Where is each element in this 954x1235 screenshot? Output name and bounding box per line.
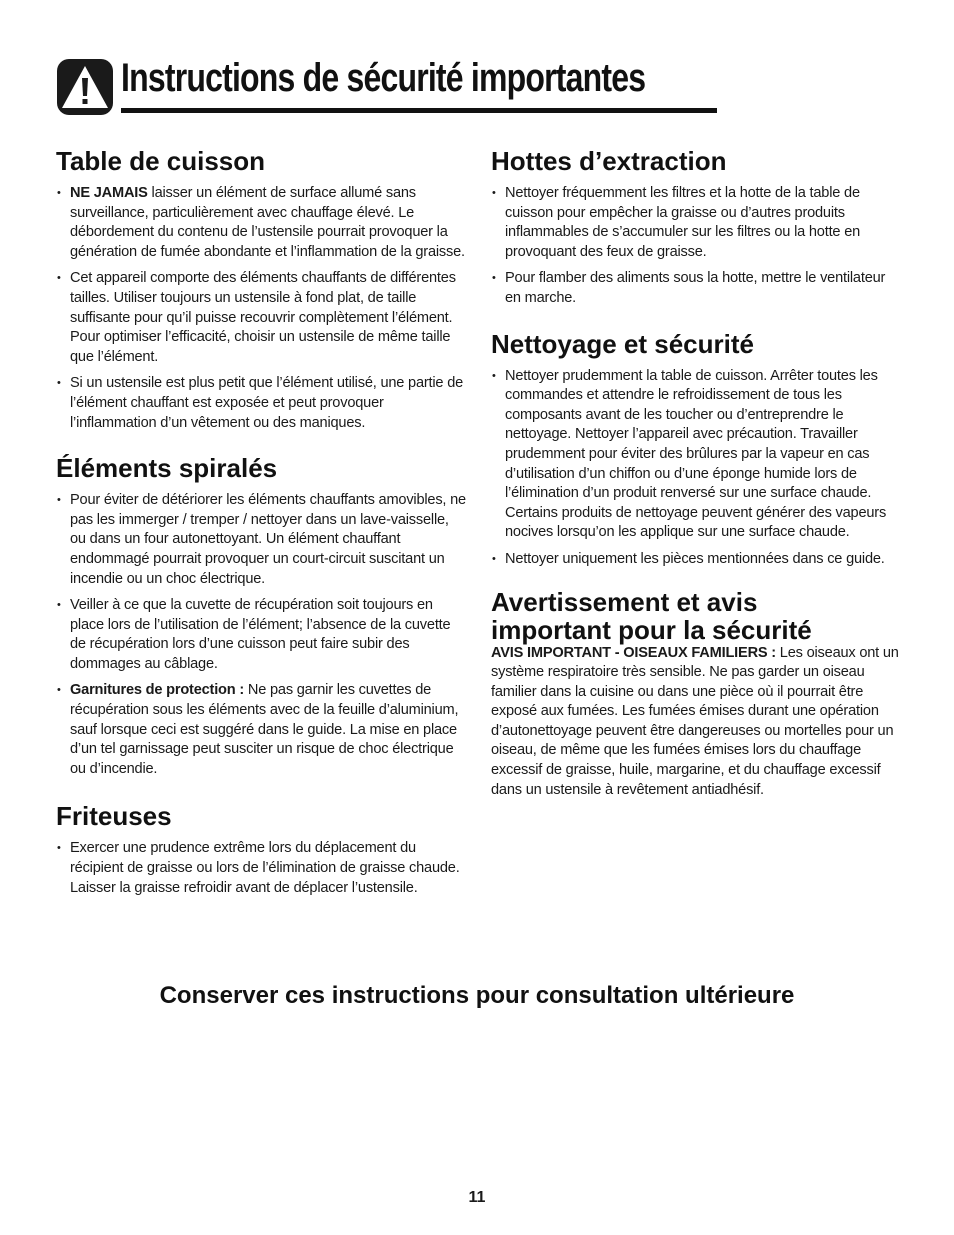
list-item [56, 839, 466, 898]
list-item [491, 269, 901, 308]
item-text: Si un ustensile est plus petit que l’élément utilisé, une partie de l’élément chauffant est exposée et peut provoquer l’inflammation d’un vêtement ou des maniques. [70, 375, 464, 431]
list-item [56, 681, 466, 779]
heading-line-2: important pour la sécurité [491, 614, 812, 645]
section-heading-nettoyage: Nettoyage et sécurité [491, 328, 754, 359]
item-text: Veiller à ce que la cuvette de récupération soit toujours en place lors de l’utilisation de l’élément; l’absence de la cuvette de récupération lors d’une cuisson peut faire subir des dommages au câblage. [70, 597, 451, 672]
item-text: Cet appareil comporte des éléments chauffants de différentes tailles. Utiliser toujours un ustensile à fond plat, de taille suffisante pour qu’il puisse recouvrir complètement l’élément. Pour optimiser l’efficacité, choisir un ustensile de même taille que l’élément. [70, 270, 456, 365]
list-item [491, 184, 901, 262]
list-item [56, 184, 466, 262]
item-text: laisser un élément de surface allumé sans surveillance, particulièrement avec chauffage élevé. Le débordement du contenu de l’ustensile pourrait provoquer la génération de fumée abondante et l’inflammation de la graisse. [70, 185, 465, 260]
list-item [56, 491, 466, 589]
footer-note: Conserver ces instructions pour consultation ultérieure [159, 982, 795, 1009]
page-number: 11 [468, 1189, 486, 1206]
list-item [491, 550, 901, 570]
left-column [56, 146, 466, 905]
item-text: Pour flamber des aliments sous la hotte, mettre le ventilateur en marche. [505, 270, 886, 306]
list-friteuses [56, 839, 466, 898]
paragraph-oiseaux [491, 644, 901, 801]
list-item [56, 374, 466, 433]
list-table-de-cuisson [56, 184, 466, 433]
bold-lead: NE JAMAIS [70, 185, 148, 201]
page-title: Instructions de sécurité importantes [121, 56, 646, 100]
section-heading-avertissement [491, 588, 901, 644]
right-column [491, 146, 901, 800]
heading-line-1: Avertissement et avis [491, 586, 758, 617]
item-text: Nettoyer prudemment la table de cuisson. Arrêter toutes les commandes et attendre le refroidissement de tous les composants avant de les toucher ou d’entreprendre le nettoyage. Nettoyer l’appareil avec précaution. Travailler prudemment pour éviter des brûlures par la vapeur en cas d’utilisation d’un chiffon ou d’une éponge humide lors de l’élimination d’un produit renversé sur une surface chaude. Certains produits de nettoyage peuvent générer des vapeurs nocives lorsqu’on les applique sur une surface chaude. [505, 367, 887, 541]
item-text: Ne pas garnir les cuvettes de récupération sous les éléments avec de la feuille d’aluminium, sauf lorsque ceci est suggéré dans le guide. La mise en place d’un tel garnissage peut susciter un risque de choc électrique ou d’incendie. [70, 682, 459, 777]
title-underline [121, 108, 717, 113]
paragraph-text: Les oiseaux ont un système respiratoire très sensible. Ne pas garder un oiseau familier dans la cuisine ou dans une pièce où il pourrait être exposé aux fumées. Les fumées émises durant une opération d’autonettoyage peuvent être dangereuses ou mortelles pour un oiseau, de même que les fumées émises lors du chauffage excessif de graisse, huile, margarine, et du chauffage excessif dans un ustensile à revêtement antiadhésif. [491, 644, 899, 798]
item-text: Nettoyer uniquement les pièces mentionnées dans ce guide. [505, 550, 885, 567]
list-item [56, 269, 466, 367]
warning-triangle-icon [56, 58, 114, 116]
list-hottes [491, 184, 901, 309]
bold-lead: AVIS IMPORTANT - OISEAUX FAMILIERS : [491, 644, 776, 661]
list-elements-spirales [56, 491, 466, 779]
list-item [56, 596, 466, 674]
section-heading-table-de-cuisson: Table de cuisson [56, 146, 266, 176]
page-header [56, 50, 716, 116]
list-item [491, 367, 901, 543]
list-nettoyage [491, 367, 901, 570]
section-heading-friteuses: Friteuses [56, 801, 172, 832]
section-heading-elements-spirales: Éléments spiralés [56, 453, 278, 484]
section-heading-hottes: Hottes d’extraction [491, 146, 727, 176]
item-text: Pour éviter de détériorer les éléments chauffants amovibles, ne pas les immerger / tremper / nettoyer dans un lave-vaisselle, ou dans un four autonettoyant. Un élément chauffant endommagé pourrait provoquer un court-circuit suscitant un incendie ou un choc électrique. [70, 492, 466, 587]
item-text: Exercer une prudence extrême lors du déplacement du récipient de graisse ou lors de l’élimination de graisse chaude. Laisser la graisse refroidir avant de déplacer l’ustensile. [70, 840, 460, 896]
item-text: Nettoyer fréquemment les filtres et la hotte de la table de cuisson pour empêcher la graisse ou d’autres produits inflammables de s’accumuler sur les filtres ou la hotte en provoquant des feux de graisse. [505, 185, 861, 260]
bold-lead: Garnitures de protection : [70, 682, 245, 699]
